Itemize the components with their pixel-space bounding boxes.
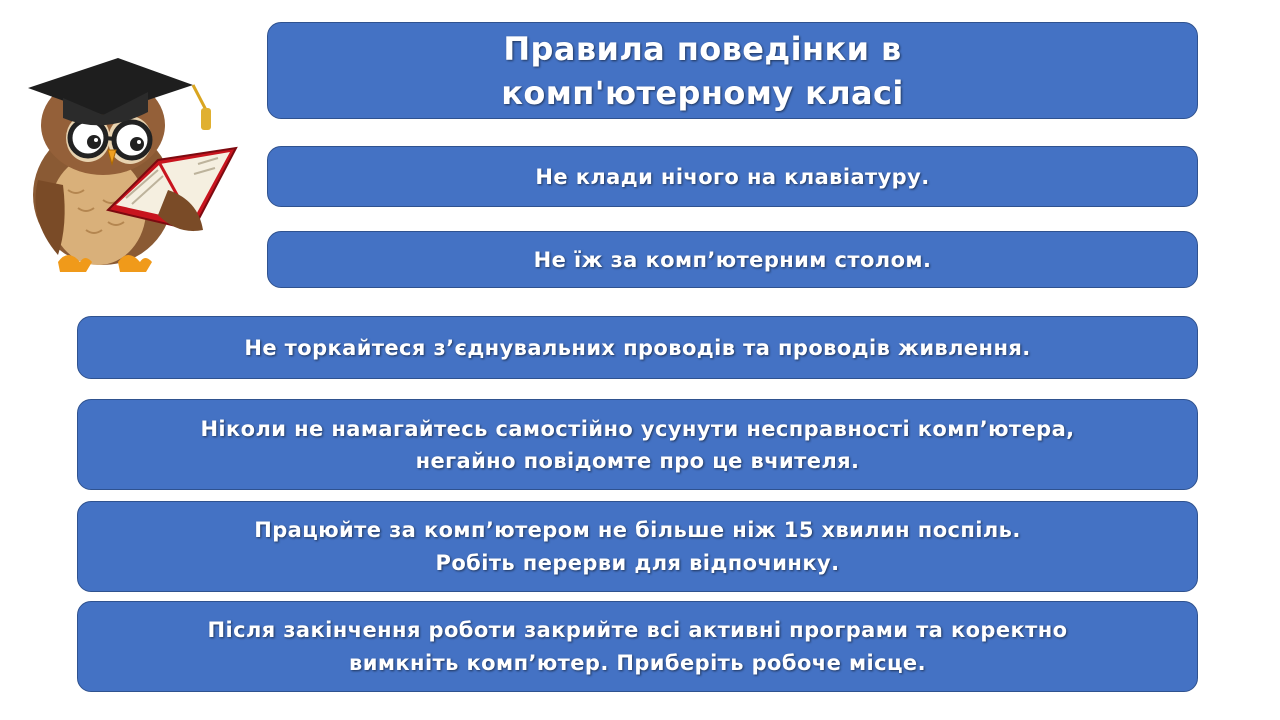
rule-box-1 (267, 146, 1198, 207)
rule-box-2 (267, 231, 1198, 288)
rule-text-line-1: Після закінчення роботи закрийте всі активні програми та коректно (207, 617, 1068, 642)
rule-text: Не їж за комп’ютерним столом. (533, 247, 932, 272)
owl-teacher-illustration (8, 40, 258, 280)
rule-text-line-2: негайно повідомте про це вчителя. (415, 448, 860, 473)
rule-text-line-1: Ніколи не намагайтесь самостійно усунути несправності комп’ютера, (200, 416, 1075, 441)
rule-box-4 (77, 399, 1198, 490)
rule-text-line-1: Працюйте за комп’ютером не більше ніж 15 хвилин поспіль. (254, 517, 1021, 542)
rule-text: Не клади нічого на клавіатуру. (535, 164, 930, 189)
rule-text-line-2: вимкніть комп’ютер. Приберіть робоче місце. (349, 650, 926, 675)
title-line-2: комп'ютерному класі (501, 73, 904, 112)
rule-text-line-2: Робіть перерви для відпочинку. (435, 550, 840, 575)
title-line-1: Правила поведінки в (503, 29, 902, 68)
rule-box-6 (77, 601, 1198, 692)
rule-box-5 (77, 501, 1198, 592)
rule-text: Не торкайтеся з’єднувальних проводів та проводів живлення. (244, 335, 1031, 360)
rule-box-3 (77, 316, 1198, 379)
title-banner (267, 22, 1198, 119)
